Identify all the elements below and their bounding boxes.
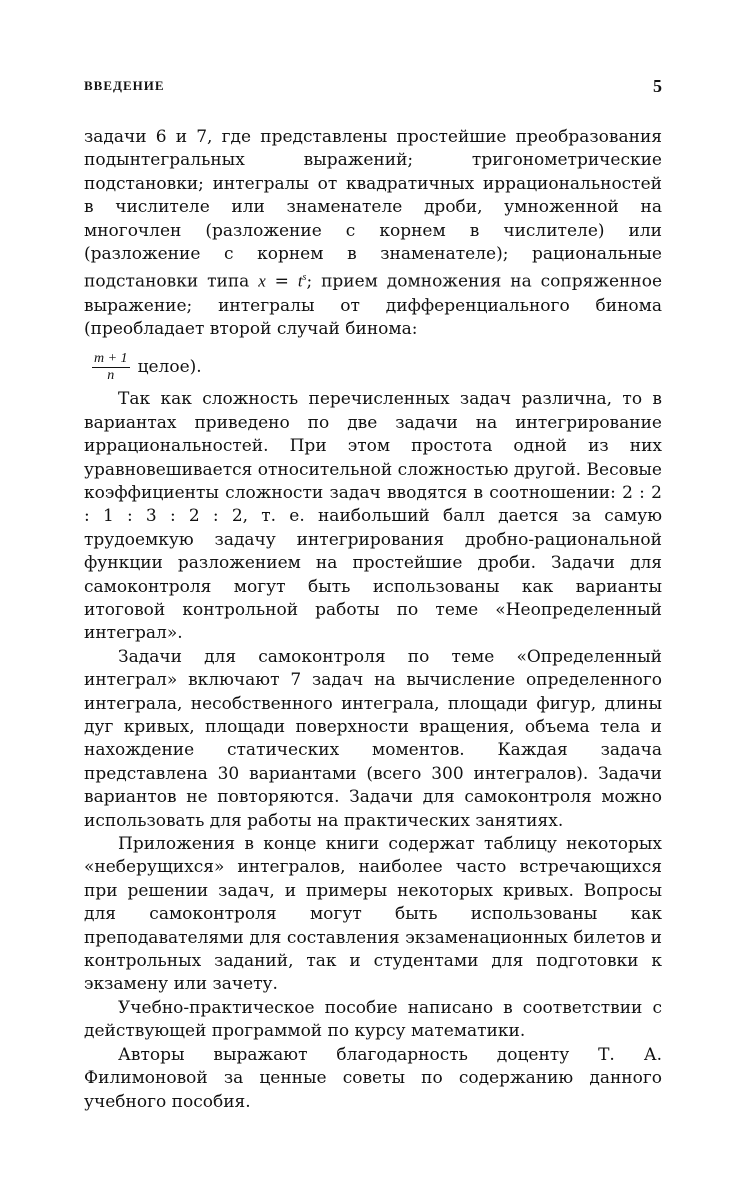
fraction-denominator: n	[107, 368, 115, 384]
formula-t: t	[297, 272, 303, 292]
section-title: ВВЕДЕНИЕ	[84, 78, 165, 93]
fraction-line	[84, 351, 662, 384]
intro-paragraph	[84, 126, 662, 341]
binomial-fraction	[92, 351, 130, 384]
paragraph-1: Так как сложность перечисленных задач различна, то в вариантах приведено по две задачи на интегрирование иррациональностей. При этом простота одной из них уравновешивается относительной сложностью другой. Весовые коэффициенты сложности задач вводятся в соотношении: 2 : 2 : 1 : 3 : 2 : 2, т. е. наибольший балл дается за самую трудоемкую задачу интегрирования дробно-рациональной функции разложением на простейшие дроби. Задачи для самоконтроля могут быть использованы как варианты итоговой контрольной работы по теме «Неопределенный интеграл».	[84, 389, 662, 644]
intro-text: задачи 6 и 7, где представлены простейшие преобразования подынтегральных выражений; тригонометрические подстановки; интегралы от квадратичных иррациональностей в числителе или знаменателе дроби, умноженной на многочлен (разложение с корнем в числителе) или (разложение с корнем в знаменателе); рациональные подстановки типа	[84, 127, 662, 293]
paragraph-5: Авторы выражают благодарность доценту Т. А. Филимоновой за ценные советы по содержанию данного учебного пособия.	[84, 1044, 662, 1112]
fraction-numerator: m + 1	[94, 351, 128, 367]
page-body	[84, 126, 662, 1114]
page-number: 5	[653, 76, 662, 96]
formula-equals: =	[265, 272, 298, 293]
fraction-suffix: целое).	[137, 357, 202, 378]
running-head	[84, 76, 662, 98]
paragraph-3: Приложения в конце книги содержат таблицу некоторых «неберущихся» интегралов, наиболее часто встречающихся при решении задач, и примеры некоторых кривых. Вопросы для самоконтроля могут быть использованы как преподавателями для составления экзаменационных билетов и контрольных заданий, так и студентами для подготовки к экзамену или зачету.	[84, 834, 662, 995]
paragraph-4: Учебно-практическое пособие написано в соответствии с действующей программой по курсу математики.	[84, 997, 662, 1042]
intro-text-continued: ; прием домножения на сопряженное выражение; интегралы от дифференциального бинома (преобладает второй случай бинома:	[84, 272, 663, 339]
formula-exponent: s	[302, 272, 307, 284]
formula-x: x	[258, 272, 266, 292]
paragraph-2: Задачи для самоконтроля по теме «Определенный интеграл» включают 7 задач на вычисление определенного интеграла, несобственного интеграла, площади фигур, длины дуг кривых, площади поверхности вращения, объема тела и нахождение статических моментов. Каждая задача представлена 30 вариантами (всего 300 интегралов). Задачи вариантов не повторяются. Задачи для самоконтроля можно использовать для работы на практических занятиях.	[84, 646, 662, 831]
